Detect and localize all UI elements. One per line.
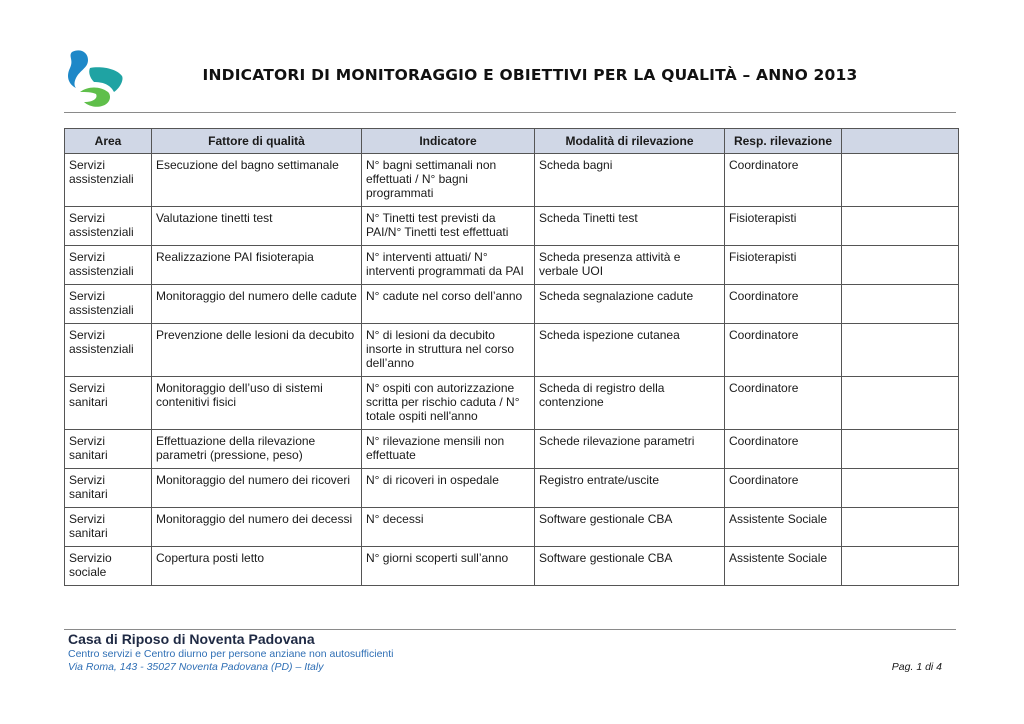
cell-modalita: Scheda presenza attività e verbale UOI	[535, 246, 725, 285]
cell-area: Servizi assistenziali	[65, 285, 152, 324]
cell-empty	[842, 430, 959, 469]
footer-organization-name: Casa di Riposo di Noventa Padovana	[68, 631, 315, 647]
cell-empty	[842, 377, 959, 430]
cell-resp: Coordinatore	[725, 469, 842, 508]
cell-fattore: Monitoraggio del numero dei decessi	[152, 508, 362, 547]
cell-area: Servizi sanitari	[65, 377, 152, 430]
cell-modalita: Software gestionale CBA	[535, 547, 725, 586]
cell-resp: Coordinatore	[725, 285, 842, 324]
cell-modalita: Scheda segnalazione cadute	[535, 285, 725, 324]
table-row	[65, 547, 959, 586]
cell-resp: Coordinatore	[725, 324, 842, 377]
cell-indicatore: N° decessi	[362, 508, 535, 547]
cell-empty	[842, 207, 959, 246]
cell-empty	[842, 285, 959, 324]
header-area: Area	[65, 129, 152, 154]
header-modalita: Modalità di rilevazione	[535, 129, 725, 154]
table-row	[65, 154, 959, 207]
cell-fattore: Effettuazione della rilevazione parametri (pressione, peso)	[152, 430, 362, 469]
cell-area: Servizio sociale	[65, 547, 152, 586]
table-row	[65, 469, 959, 508]
cell-fattore: Copertura posti letto	[152, 547, 362, 586]
cell-indicatore: N° di ricoveri in ospedale	[362, 469, 535, 508]
cell-empty	[842, 469, 959, 508]
logo-blue-shape	[68, 50, 88, 88]
cell-indicatore: N° ospiti con autorizzazione scritta per rischio caduta / N° totale ospiti nell'anno	[362, 377, 535, 430]
cell-modalita: Registro entrate/uscite	[535, 469, 725, 508]
cell-resp: Assistente Sociale	[725, 547, 842, 586]
cell-resp: Coordinatore	[725, 154, 842, 207]
cell-resp: Fisioterapisti	[725, 207, 842, 246]
header-divider	[64, 112, 956, 113]
cell-indicatore: N° interventi attuati/ N° interventi programmati da PAI	[362, 246, 535, 285]
cell-fattore: Valutazione tinetti test	[152, 207, 362, 246]
footer-subtitle: Centro servizi e Centro diurno per persone anziane non autosufficienti	[68, 648, 394, 660]
cell-fattore: Esecuzione del bagno settimanale	[152, 154, 362, 207]
table-row	[65, 377, 959, 430]
footer-address: Via Roma, 143 - 35027 Noventa Padovana (PD) – Italy	[68, 661, 324, 673]
table-row	[65, 324, 959, 377]
cell-area: Servizi assistenziali	[65, 246, 152, 285]
cell-fattore: Monitoraggio del numero delle cadute	[152, 285, 362, 324]
page-number: Pag. 1 di 4	[891, 661, 942, 673]
cell-fattore: Realizzazione PAI fisioterapia	[152, 246, 362, 285]
indicators-table	[64, 128, 959, 586]
cell-empty	[842, 508, 959, 547]
cell-resp: Fisioterapisti	[725, 246, 842, 285]
organization-logo	[66, 48, 126, 110]
cell-modalita: Software gestionale CBA	[535, 508, 725, 547]
cell-empty	[842, 154, 959, 207]
logo-green-shape	[80, 88, 110, 107]
cell-indicatore: N° di lesioni da decubito insorte in struttura nel corso dell’anno	[362, 324, 535, 377]
cell-empty	[842, 246, 959, 285]
cell-indicatore: N° cadute nel corso dell’anno	[362, 285, 535, 324]
cell-resp: Coordinatore	[725, 377, 842, 430]
cell-indicatore: N° giorni scoperti sull’anno	[362, 547, 535, 586]
header-empty	[842, 129, 959, 154]
cell-area: Servizi assistenziali	[65, 154, 152, 207]
cell-empty	[842, 324, 959, 377]
cell-empty	[842, 547, 959, 586]
cell-indicatore: N° bagni settimanali non effettuati / N° bagni programmati	[362, 154, 535, 207]
cell-area: Servizi sanitari	[65, 508, 152, 547]
cell-modalita: Scheda bagni	[535, 154, 725, 207]
header-indicatore: Indicatore	[362, 129, 535, 154]
table-row	[65, 246, 959, 285]
document-title: INDICATORI DI MONITORAGGIO E OBIETTIVI PER LA QUALITÀ – ANNO 2013	[202, 66, 858, 84]
cell-area: Servizi assistenziali	[65, 207, 152, 246]
cell-modalita: Scheda ispezione cutanea	[535, 324, 725, 377]
cell-indicatore: N° rilevazione mensili non effettuate	[362, 430, 535, 469]
cell-fattore: Monitoraggio dell’uso di sistemi contenitivi fisici	[152, 377, 362, 430]
cell-resp: Assistente Sociale	[725, 508, 842, 547]
table-row	[65, 285, 959, 324]
table-row	[65, 207, 959, 246]
cell-fattore: Prevenzione delle lesioni da decubito	[152, 324, 362, 377]
cell-modalita: Schede rilevazione parametri	[535, 430, 725, 469]
cell-resp: Coordinatore	[725, 430, 842, 469]
table-row	[65, 508, 959, 547]
cell-indicatore: N° Tinetti test previsti da PAI/N° Tinetti test effettuati	[362, 207, 535, 246]
cell-fattore: Monitoraggio del numero dei ricoveri	[152, 469, 362, 508]
cell-area: Servizi sanitari	[65, 430, 152, 469]
table-header-row	[65, 129, 959, 154]
cell-area: Servizi assistenziali	[65, 324, 152, 377]
table-row	[65, 430, 959, 469]
cell-area: Servizi sanitari	[65, 469, 152, 508]
cell-modalita: Scheda di registro della contenzione	[535, 377, 725, 430]
cell-modalita: Scheda Tinetti test	[535, 207, 725, 246]
header-fattore: Fattore di qualità	[152, 129, 362, 154]
footer-divider	[64, 629, 956, 630]
header-resp: Resp. rilevazione	[725, 129, 842, 154]
